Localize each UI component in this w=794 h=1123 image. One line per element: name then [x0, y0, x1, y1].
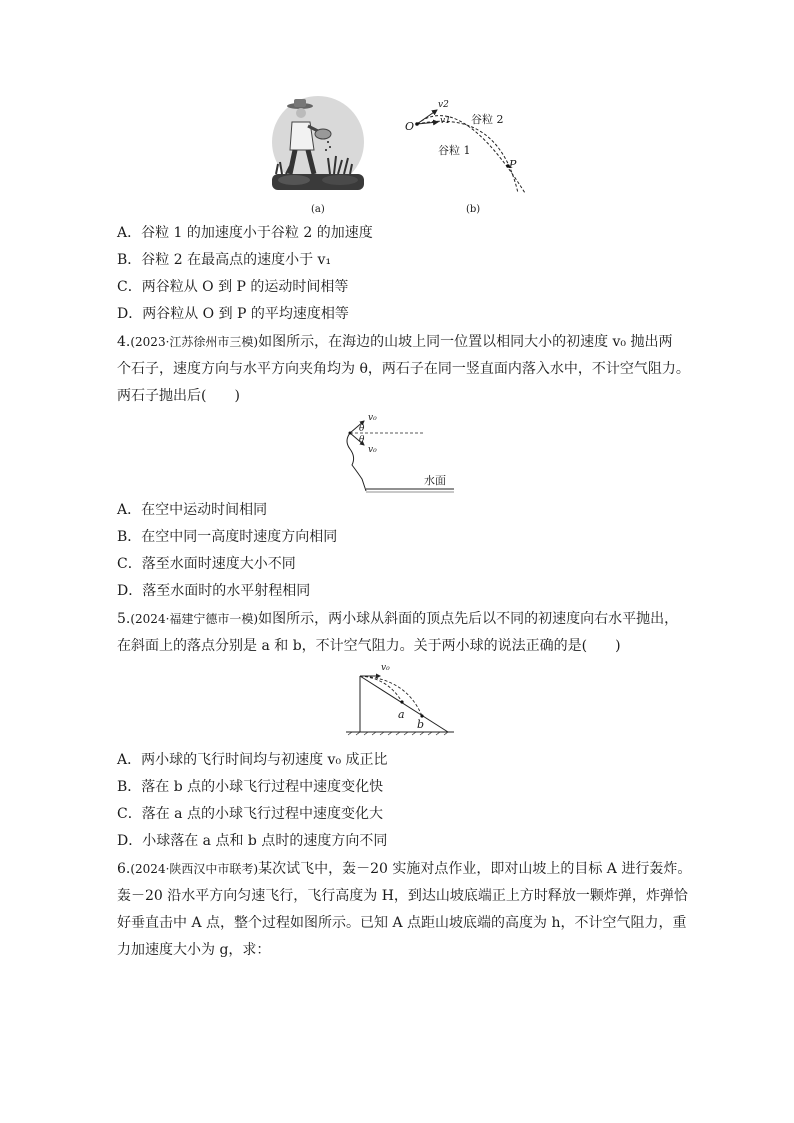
q4-fig-v0-top: v₀	[368, 413, 377, 423]
caption-b: (b)	[466, 204, 481, 215]
q3-option-b: B．谷粒 2 在最高点的速度小于 v₁	[117, 252, 332, 268]
q4-text-1: 如图所示，在海边的山坡上同一位置以相同大小的初速度 v₀ 抛出两	[258, 334, 673, 350]
q4-stem-line3: 两石子抛出后( )	[117, 388, 240, 404]
q5-option-a: A．两小球的飞行时间均与初速度 v₀ 成正比	[117, 752, 388, 768]
label-P: P	[509, 158, 517, 171]
q5-option-b: B．落在 b 点的小球飞行过程中速度变化快	[117, 779, 384, 795]
q5-fig-b: b	[417, 718, 425, 731]
q5-stem-line2: 在斜面上的落点分别是 a 和 b，不计空气阻力。关于两小球的说法正确的是( )	[117, 638, 621, 654]
q5-text-1: 如图所示，两小球从斜面的顶点先后以不同的初速度向右水平抛出，	[258, 611, 679, 627]
q6-stem-line3: 好垂直击中 A 点，整个过程如图所示。已知 A 点距山坡底端的高度为 h，不计空气阻力，重	[117, 915, 687, 931]
q5-fig-v0: v₀	[381, 663, 390, 673]
q5-option-c: C．落在 a 点的小球飞行过程中速度变化大	[117, 806, 383, 822]
q6-text-1: 某次试飞中，轰－20 实施对点作业，即对山坡上的目标 A 进行轰炸。	[258, 861, 692, 877]
q5-option-d: D．小球落在 a 点和 b 点时的速度方向不同	[117, 833, 388, 849]
label-O: O	[405, 120, 415, 133]
q4-fig-theta2: θ	[359, 435, 365, 445]
q4-source: (2023·江苏徐州市三模)	[130, 335, 259, 349]
q4-option-b: B．在空中同一高度时速度方向相同	[117, 529, 338, 545]
q3-option-c: C．两谷粒从 O 到 P 的运动时间相等	[117, 279, 349, 295]
q4-fig-theta1: θ	[359, 424, 365, 434]
grain2-path	[417, 116, 525, 193]
q4-fig-v0-bottom: v₀	[368, 445, 377, 455]
label-v2: v2	[438, 100, 449, 110]
q6-stem-line4: 力加速度大小为 g，求：	[117, 942, 271, 958]
q6-source: (2024·陕西汉中市联考)	[130, 862, 259, 876]
q4-fig-water: 水面	[424, 474, 446, 487]
q4-number: 4.	[117, 334, 131, 350]
caption-a: (a)	[311, 204, 325, 215]
q5-fig-a: a	[398, 708, 405, 721]
q5-source: (2024·福建宁德市一模)	[130, 612, 259, 626]
q4-option-d: D．落至水面时的水平射程相同	[117, 583, 311, 599]
q6-stem-line2: 轰－20 沿水平方向匀速飞行，飞行高度为 H，到达山坡底端正上方时释放一颗炸弹，炸弹恰	[117, 888, 688, 904]
q6-stem-line1	[117, 860, 691, 878]
label-grain2: 谷粒 2	[471, 113, 504, 126]
q3-option-a: A．谷粒 1 的加速度小于谷粒 2 的加速度	[117, 225, 373, 241]
q4-option-c: C．落至水面时速度大小不同	[117, 556, 296, 572]
label-v1: v1	[440, 116, 451, 126]
q3-option-d: D．两谷粒从 O 到 P 的平均速度相等	[117, 306, 349, 322]
q5-stem-line1	[117, 610, 678, 628]
q4-stem-line2: 个石子，速度方向与水平方向夹角均为 θ，两石子在同一竖直面内落入水中，不计空气阻力。	[117, 361, 690, 377]
farmer-illustration	[268, 94, 368, 198]
label-grain1: 谷粒 1	[438, 144, 471, 157]
q4-stem-line1	[117, 333, 673, 351]
incline-figure	[344, 664, 456, 736]
q4-option-a: A．在空中运动时间相同	[117, 502, 268, 518]
q6-number: 6.	[117, 861, 131, 877]
q5-number: 5.	[117, 611, 131, 627]
